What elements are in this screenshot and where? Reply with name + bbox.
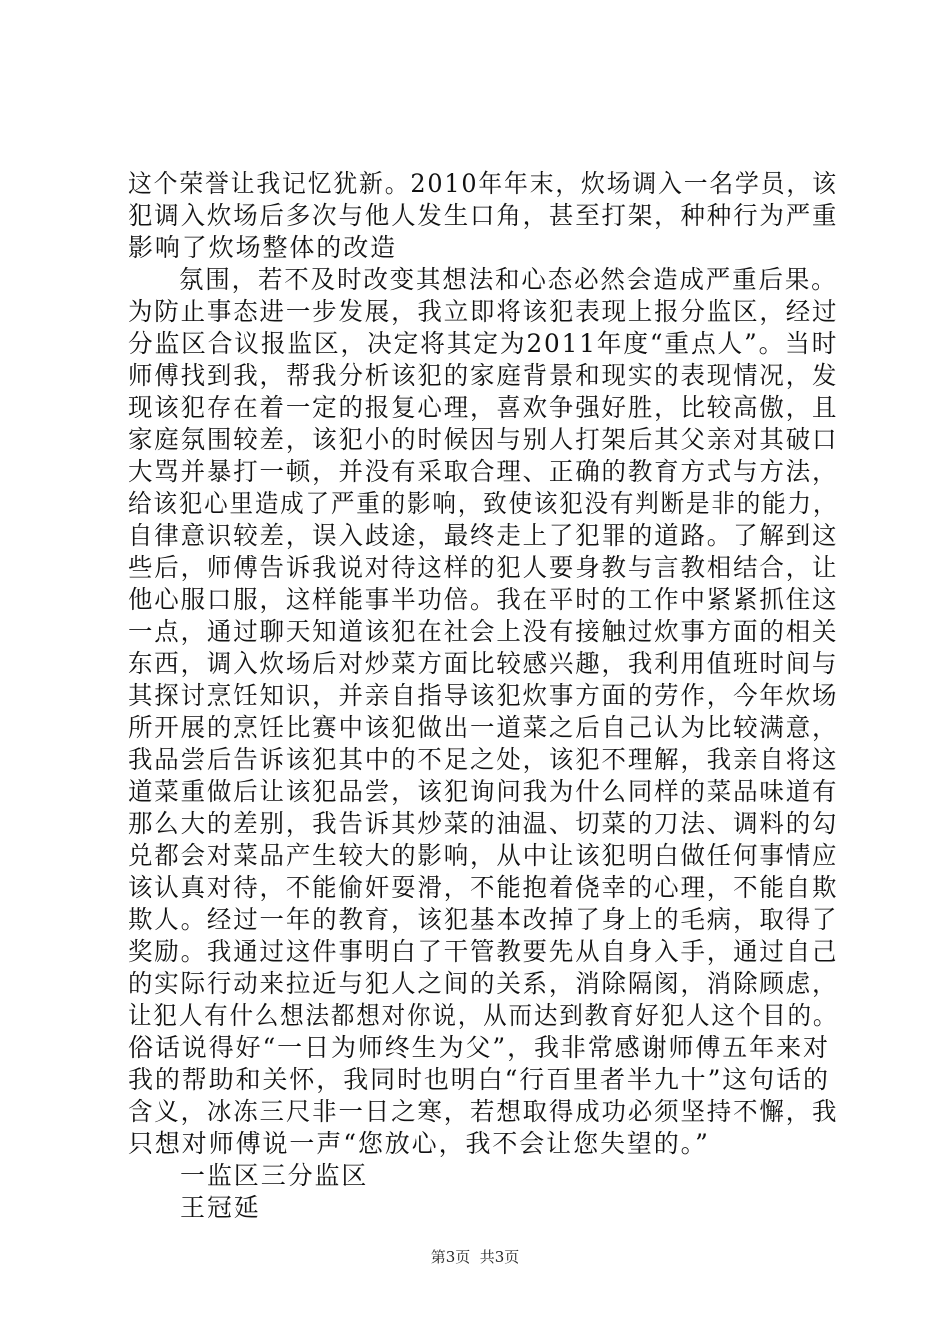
text-line: 我品尝后告诉该犯其中的不足之处，该犯不理解，我亲自将这: [128, 745, 839, 774]
text-line: 分监区合议报监区，决定将其定为2011年度“重点人”。当时: [128, 329, 839, 358]
text-line: 些后，师傅告诉我说对待这样的犯人要身教与言教相结合，让: [128, 553, 839, 582]
text-line: 该认真对待，不能偷奸耍滑，不能抱着侥幸的心理，不能自欺: [128, 873, 839, 902]
text-line: 我的帮助和关怀，我同时也明白“行百里者半九十”这句话的: [128, 1065, 830, 1094]
text-line: 家庭氛围较差，该犯小的时候因与别人打架后其父亲对其破口: [128, 425, 839, 454]
text-line: 俗话说得好“一日为师终生为父”，我非常感谢师傅五年来对: [128, 1033, 830, 1062]
text-line: 欺人。经过一年的教育，该犯基本改掉了身上的毛病，取得了: [128, 905, 839, 934]
page-number-footer: 第3页 共3页: [430, 1248, 520, 1266]
text-line: 含义，冰冻三尺非一日之寒，若想取得成功必须坚持不懈，我: [128, 1097, 839, 1126]
text-line: 给该犯心里造成了严重的影响，致使该犯没有判断是非的能力，: [128, 489, 839, 518]
text-line: 的实际行动来拉近与犯人之间的关系，消除隔阂，消除顾虑，: [128, 969, 839, 998]
signature-name: 王冠延: [180, 1193, 261, 1222]
text-line: 师傅找到我，帮我分析该犯的家庭背景和现实的表现情况，发: [128, 361, 839, 390]
text-line: 所开展的烹饪比赛中该犯做出一道菜之后自己认为比较满意，: [128, 713, 839, 742]
text-line: 东西，调入炊场后对炒菜方面比较感兴趣，我利用值班时间与: [128, 649, 839, 678]
text-line: 兑都会对菜品产生较大的影响，从中让该犯明白做任何事情应: [128, 841, 839, 870]
text-line: 只想对师傅说一声“您放心，我不会让您失望的。”: [128, 1129, 710, 1158]
text-line: 道菜重做后让该犯品尝，该犯询问我为什么同样的菜品味道有: [128, 777, 839, 806]
text-line: 自律意识较差，误入歧途，最终走上了犯罪的道路。了解到这: [128, 521, 839, 550]
text-line: 这个荣誉让我记忆犹新。2010年年末，炊场调入一名学员，该: [128, 169, 838, 198]
text-line: 让犯人有什么想法都想对你说，从而达到教育好犯人这个目的。: [128, 1001, 839, 1030]
text-line: 影响了炊场整体的改造: [128, 233, 398, 262]
text-line: 那么大的差别，我告诉其炒菜的油温、切菜的刀法、调料的勾: [128, 809, 839, 838]
text-line: 一点，通过聊天知道该犯在社会上没有接触过炊事方面的相关: [128, 617, 839, 646]
text-line: 其探讨烹饪知识，并亲自指导该犯炊事方面的劳作，今年炊场: [128, 681, 839, 710]
text-line: 大骂并暴打一顿，并没有采取合理、正确的教育方式与方法，: [128, 457, 839, 486]
text-line: 现该犯存在着一定的报复心理，喜欢争强好胜，比较高傲，且: [128, 393, 839, 422]
paragraph-start-line: 氛围，若不及时改变其想法和心态必然会造成严重后果。: [178, 265, 838, 294]
text-line: 奖励。我通过这件事明白了干管教要先从自身入手，通过自己: [128, 937, 839, 966]
signature-unit: 一监区三分监区: [180, 1161, 369, 1190]
document-body: [128, 168, 838, 1224]
text-line: 他心服口服，这样能事半功倍。我在平时的工作中紧紧抓住这: [128, 585, 839, 614]
text-line: 为防止事态进一步发展，我立即将该犯表现上报分监区，经过: [128, 297, 839, 326]
text-line: 犯调入炊场后多次与他人发生口角，甚至打架，种种行为严重: [128, 201, 839, 230]
